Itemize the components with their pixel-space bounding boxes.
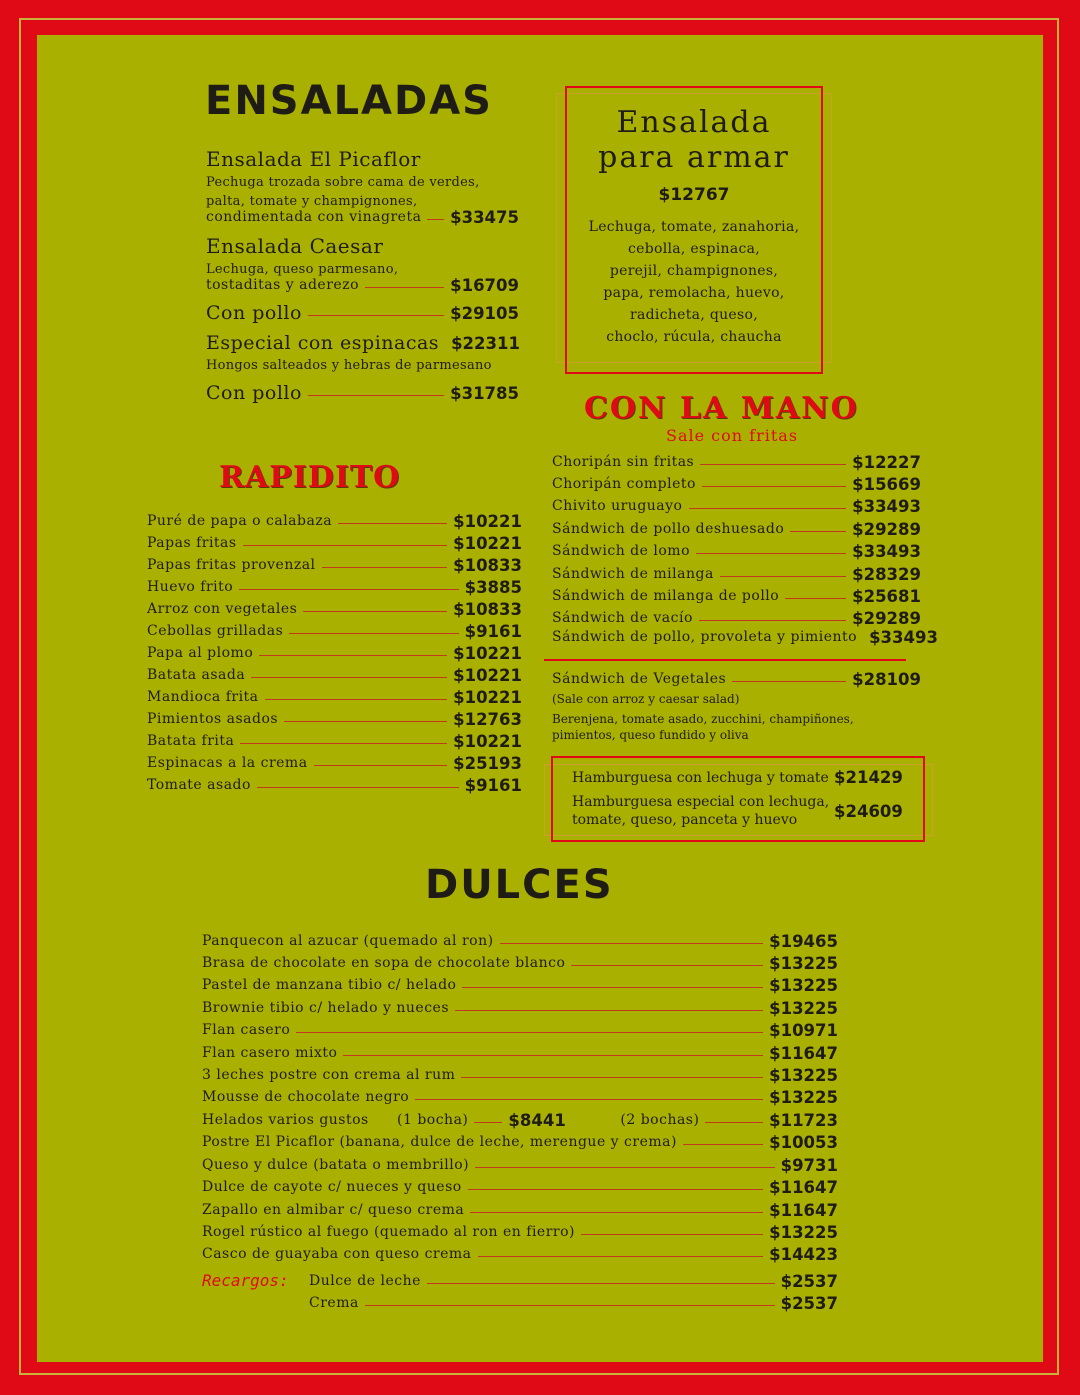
dotted-leader	[365, 287, 444, 288]
armar-line: Lechuga, tomate, zanahoria,	[588, 219, 800, 235]
mano-item	[552, 451, 921, 473]
item-price: $10221	[453, 665, 522, 685]
item-price: $31785	[450, 383, 519, 403]
item-desc-caesar-1: Lechuga, queso parmesano,	[206, 262, 399, 277]
item-price: $9161	[464, 775, 522, 795]
item-name: Panquecon al azucar (quemado al ron)	[202, 933, 494, 949]
dotted-leader	[243, 545, 448, 546]
item-price: $29289	[852, 519, 921, 539]
item-price: $11647	[769, 1043, 838, 1063]
item-desc-caesar-2: tostaditas y aderezo	[206, 277, 359, 293]
item-name: Choripán completo	[552, 476, 696, 492]
item-name-picaflor: Ensalada El Picaflor	[206, 147, 421, 171]
item-name: Espinacas a la crema	[147, 755, 308, 771]
item-price: $10221	[453, 511, 522, 531]
dotted-leader	[296, 1032, 763, 1033]
item-price: $10053	[769, 1132, 838, 1152]
dotted-leader	[785, 598, 846, 599]
rapidito-item	[147, 752, 522, 774]
dotted-leader	[732, 681, 846, 682]
item-price: $9731	[780, 1155, 838, 1175]
armar-line: perejil, champignones,	[609, 263, 779, 279]
helados-row	[202, 1109, 838, 1131]
item-name: Papa al plomo	[147, 645, 254, 661]
item-name: 3 leches postre con crema al rum	[202, 1067, 456, 1083]
rapidito-item	[147, 510, 522, 532]
item-name: Postre El Picaflor (banana, dulce de leche, merengue y crema)	[202, 1134, 677, 1150]
item-price: $10833	[453, 555, 522, 575]
dotted-leader	[468, 1189, 763, 1190]
item-price: $25193	[453, 753, 522, 773]
item-price: $33493	[869, 627, 938, 647]
item-name: Rogel rústico al fuego (quemado al ron en fierro)	[202, 1224, 575, 1240]
rapidito-item	[147, 532, 522, 554]
dotted-leader	[705, 1122, 763, 1123]
item-name: Con pollo	[206, 302, 302, 324]
menu-row-especial	[206, 332, 519, 354]
item-name: Cebollas grilladas	[147, 623, 284, 639]
armar-line: radicheta, queso,	[630, 307, 758, 323]
item-name: Papas fritas	[147, 535, 237, 551]
item-name: Papas fritas provenzal	[147, 557, 316, 573]
item-price: $2537	[780, 1293, 838, 1313]
dulces-item	[202, 1199, 838, 1221]
dulces-item	[202, 1221, 838, 1243]
item-price: $11647	[769, 1177, 838, 1197]
helados-two-price: $11723	[769, 1110, 838, 1130]
con-la-mano-subtitle: Sale con fritas	[666, 426, 799, 445]
dotted-leader	[696, 553, 846, 554]
item-name: Chivito uruguayo	[552, 498, 683, 514]
item-name: Sándwich de milanga de pollo	[552, 588, 780, 604]
dotted-leader	[427, 219, 444, 220]
item-name: Batata asada	[147, 667, 246, 683]
item-price: $28109	[852, 669, 921, 689]
mano-item	[552, 473, 921, 495]
item-price: $10971	[769, 1020, 838, 1040]
armar-line: papa, remolacha, huevo,	[603, 285, 785, 301]
item-desc-especial: Hongos salteados y hebras de parmesano	[206, 358, 492, 373]
dotted-leader	[415, 1099, 763, 1100]
mano-item	[552, 563, 921, 585]
item-name: Helados varios gustos	[202, 1112, 369, 1128]
vegetales-desc-1: Berenjena, tomate asado, zucchini, champiñones,	[552, 712, 854, 726]
dotted-leader	[700, 464, 846, 465]
menu-row-picaflor	[206, 208, 519, 227]
item-name: Flan casero mixto	[202, 1045, 338, 1061]
item-price: $13225	[769, 1087, 838, 1107]
rapidito-item	[147, 730, 522, 752]
armar-title-1: Ensalada	[616, 105, 772, 140]
dotted-leader	[475, 1167, 775, 1168]
recargo-item	[309, 1292, 838, 1314]
dotted-leader	[289, 633, 458, 634]
dotted-leader	[303, 611, 447, 612]
item-price: $33493	[852, 496, 921, 516]
dulces-item	[202, 952, 838, 974]
item-desc-picaflor-1: Pechuga trozada sobre cama de verdes,	[206, 175, 480, 190]
dotted-leader	[427, 1283, 775, 1284]
item-price: $29105	[450, 303, 519, 323]
dotted-leader	[343, 1055, 763, 1056]
rapidito-item	[147, 642, 522, 664]
item-name: Batata frita	[147, 733, 235, 749]
dotted-leader	[308, 315, 444, 316]
item-name: Flan casero	[202, 1022, 291, 1038]
dotted-leader	[462, 987, 763, 988]
helados-one-label: (1 bocha)	[397, 1112, 469, 1128]
item-price: $28329	[852, 564, 921, 584]
dotted-leader	[338, 523, 447, 524]
dotted-leader	[308, 395, 444, 396]
dotted-leader	[257, 787, 459, 788]
item-price: $19465	[769, 931, 838, 951]
hamburguesa-name: Hamburguesa con lechuga y tomate	[572, 770, 829, 786]
item-price: $33493	[852, 541, 921, 561]
item-name: Dulce de cayote c/ nueces y queso	[202, 1179, 462, 1195]
item-name: Brownie tibio c/ helado y nueces	[202, 1000, 450, 1016]
dotted-leader	[365, 1305, 775, 1306]
rapidito-item	[147, 708, 522, 730]
armar-price: $12767	[658, 185, 730, 205]
item-price: $10221	[453, 687, 522, 707]
item-price: $2537	[780, 1271, 838, 1291]
rapidito-item	[147, 774, 522, 796]
item-price: $12227	[852, 452, 921, 472]
dulces-item	[202, 1042, 838, 1064]
dotted-leader	[240, 743, 447, 744]
menu-row-caesar	[206, 276, 519, 295]
item-name: Especial con espinacas	[206, 332, 440, 354]
item-price: $22311	[451, 333, 520, 353]
mano-item	[552, 626, 938, 648]
item-name: Zapallo en almibar c/ queso crema	[202, 1202, 465, 1218]
item-name: Pimientos asados	[147, 711, 279, 727]
mano-item	[552, 518, 921, 540]
item-desc-picaflor-3: condimentada con vinagreta	[206, 209, 422, 225]
recargo-item	[309, 1270, 838, 1292]
item-price: $29289	[852, 608, 921, 628]
dotted-leader	[689, 508, 847, 509]
item-price: $13225	[769, 1065, 838, 1085]
item-price: $10833	[453, 599, 522, 619]
dulces-item	[202, 1131, 838, 1153]
item-price: $25681	[852, 586, 921, 606]
hamburguesa-especial-price: $24609	[834, 802, 903, 821]
dulces-item	[202, 974, 838, 996]
item-price: $13225	[769, 953, 838, 973]
recargos-label: Recargos:	[202, 1271, 289, 1290]
hamburguesa-especial-2: tomate, queso, panceta y huevo	[572, 812, 798, 828]
item-name: Sándwich de milanga	[552, 566, 714, 582]
mano-item	[552, 540, 921, 562]
armar-ingredients	[565, 216, 823, 348]
vegetales-desc-2: pimientos, queso fundido y oliva	[552, 728, 749, 742]
item-price: $13225	[769, 975, 838, 995]
dotted-leader	[720, 576, 846, 577]
section-title-con-la-mano: CON LA MANO	[584, 391, 859, 426]
item-name: Queso y dulce (batata o membrillo)	[202, 1157, 470, 1173]
menu-row-vegetales	[552, 668, 921, 690]
dulces-item	[202, 1154, 838, 1176]
item-name: Puré de papa o calabaza	[147, 513, 333, 529]
dotted-leader	[251, 677, 447, 678]
item-name: Casco de guayaba con queso crema	[202, 1246, 472, 1262]
item-name: Sándwich de lomo	[552, 543, 690, 559]
dulces-item	[202, 1019, 838, 1041]
item-name: Pastel de manzana tibio c/ helado	[202, 977, 457, 993]
armar-line: cebolla, espinaca,	[627, 241, 761, 257]
dulces-item	[202, 1086, 838, 1108]
dotted-leader	[683, 1144, 763, 1145]
item-name: Mousse de chocolate negro	[202, 1089, 410, 1105]
rapidito-item	[147, 686, 522, 708]
item-name: Mandioca frita	[147, 689, 259, 705]
dotted-leader	[699, 620, 846, 621]
dotted-leader	[702, 486, 846, 487]
item-price: $3885	[464, 577, 522, 597]
mano-item	[552, 585, 921, 607]
item-name: Sándwich de pollo, provoleta y pimiento	[552, 629, 858, 645]
hamburguesa-price: $21429	[834, 768, 903, 787]
armar-line: choclo, rúcula, chaucha	[606, 329, 782, 345]
dulces-item	[202, 997, 838, 1019]
rapidito-item	[147, 664, 522, 686]
rapidito-item	[147, 620, 522, 642]
dotted-leader	[284, 721, 447, 722]
item-name: Dulce de leche	[309, 1273, 421, 1289]
item-price: $10221	[453, 731, 522, 751]
item-price: $12763	[453, 709, 522, 729]
dotted-leader	[455, 1010, 763, 1011]
item-name: Sándwich de Vegetales	[552, 671, 727, 687]
helados-two-label: (2 bochas)	[620, 1112, 700, 1128]
item-name-caesar: Ensalada Caesar	[206, 234, 384, 258]
dulces-item	[202, 1064, 838, 1086]
item-price: $13225	[769, 1222, 838, 1242]
item-name: Con pollo	[206, 382, 302, 404]
dotted-leader	[470, 1212, 763, 1213]
armar-title-2: para armar	[598, 140, 790, 175]
dotted-leader	[461, 1077, 763, 1078]
rapidito-item	[147, 598, 522, 620]
item-name: Sándwich de pollo deshuesado	[552, 521, 785, 537]
item-name: Brasa de chocolate en sopa de chocolate blanco	[202, 955, 566, 971]
item-name: Crema	[309, 1295, 359, 1311]
divider-line	[544, 659, 906, 661]
item-price: $14423	[769, 1244, 838, 1264]
item-name: Tomate asado	[147, 777, 251, 793]
dulces-item	[202, 930, 838, 952]
rapidito-item	[147, 576, 522, 598]
section-title-rapidito: RAPIDITO	[219, 460, 401, 495]
dotted-leader	[581, 1234, 763, 1235]
item-price: $11647	[769, 1200, 838, 1220]
dotted-leader	[571, 965, 763, 966]
item-price: $33475	[450, 208, 519, 227]
item-price: $15669	[852, 474, 921, 494]
helados-one-price: $8441	[508, 1110, 566, 1130]
mano-item	[552, 495, 921, 517]
menu-row-especial-pollo	[206, 382, 519, 404]
dotted-leader	[259, 655, 447, 656]
dotted-leader	[790, 531, 846, 532]
hamburguesa-especial-1: Hamburguesa especial con lechuga,	[572, 794, 830, 810]
item-name: Sándwich de vacío	[552, 610, 693, 626]
dotted-leader	[314, 765, 448, 766]
item-name: Choripán sin fritas	[552, 454, 695, 470]
section-title-ensaladas: ENSALADAS	[205, 78, 493, 124]
menu-row-caesar-pollo	[206, 302, 519, 324]
item-desc-picaflor-2: palta, tomate y champignones,	[206, 194, 418, 209]
section-title-dulces: DULCES	[425, 862, 614, 908]
item-price: $9161	[464, 621, 522, 641]
vegetales-note: (Sale con arroz y caesar salad)	[552, 692, 740, 706]
item-price: $13225	[769, 998, 838, 1018]
dulces-item	[202, 1176, 838, 1198]
item-name: Arroz con vegetales	[147, 601, 298, 617]
item-price: $10221	[453, 533, 522, 553]
dotted-leader	[265, 699, 448, 700]
dotted-leader	[322, 567, 448, 568]
rapidito-item	[147, 554, 522, 576]
dotted-leader	[478, 1256, 764, 1257]
item-price: $16709	[450, 276, 519, 295]
dotted-leader	[239, 589, 458, 590]
dotted-leader	[474, 1122, 502, 1123]
item-price: $10221	[453, 643, 522, 663]
dotted-leader	[500, 943, 764, 944]
item-name: Huevo frito	[147, 579, 234, 595]
dulces-item	[202, 1243, 838, 1265]
